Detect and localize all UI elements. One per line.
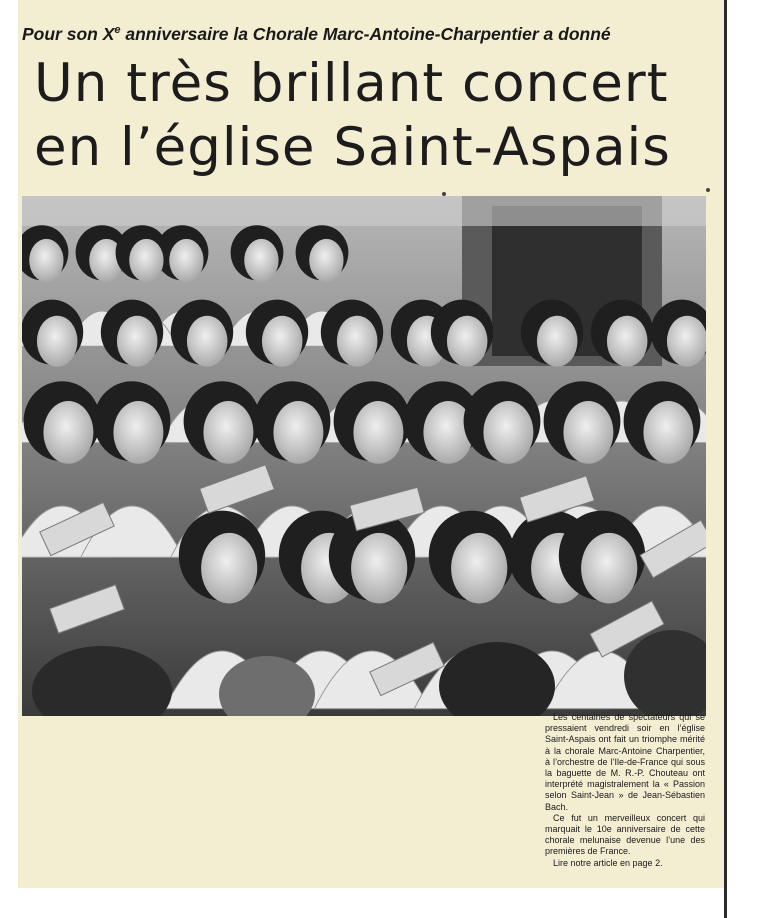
print-speck <box>442 192 446 196</box>
article-kicker <box>22 24 712 45</box>
choir-photo <box>22 196 706 716</box>
caption-paragraph-1: Les centaines de spectateurs qui se pressaient vendredi soir en l’église Saint-Aspais ont fait un triomphe mérité à la chorale Marc-Antoine Charpentier, à l’orchestre de l’Ile-de-France qui sous la baguette de M. R.-P. Chouteau ont interprété magistralement la « Passion selon Saint-Jean » de Jean-Sébastien Bach. <box>545 712 705 812</box>
article-headline <box>34 52 714 180</box>
caption-paragraph-2: Ce fut un merveilleux concert qui marquait le 10e anniversaire de cette chorale melunaise devenue l’une des premières de France. <box>545 812 705 857</box>
headline-line-2: en l’église Saint-Aspais <box>34 117 671 178</box>
clipping-edge-shadow <box>724 0 727 918</box>
kicker-text-post: anniversaire la Chorale Marc-Antoine-Charpentier a donné <box>120 24 611 44</box>
headline-line-1: Un très brillant concert <box>34 53 669 114</box>
caption-paragraph-3: Lire notre article en page 2. <box>553 857 663 868</box>
print-speck <box>706 188 710 192</box>
choir-photo-illustration <box>22 196 706 716</box>
kicker-text-pre: Pour son X <box>22 24 115 44</box>
kicker-superscript: e <box>114 24 121 37</box>
photo-caption <box>545 712 705 869</box>
